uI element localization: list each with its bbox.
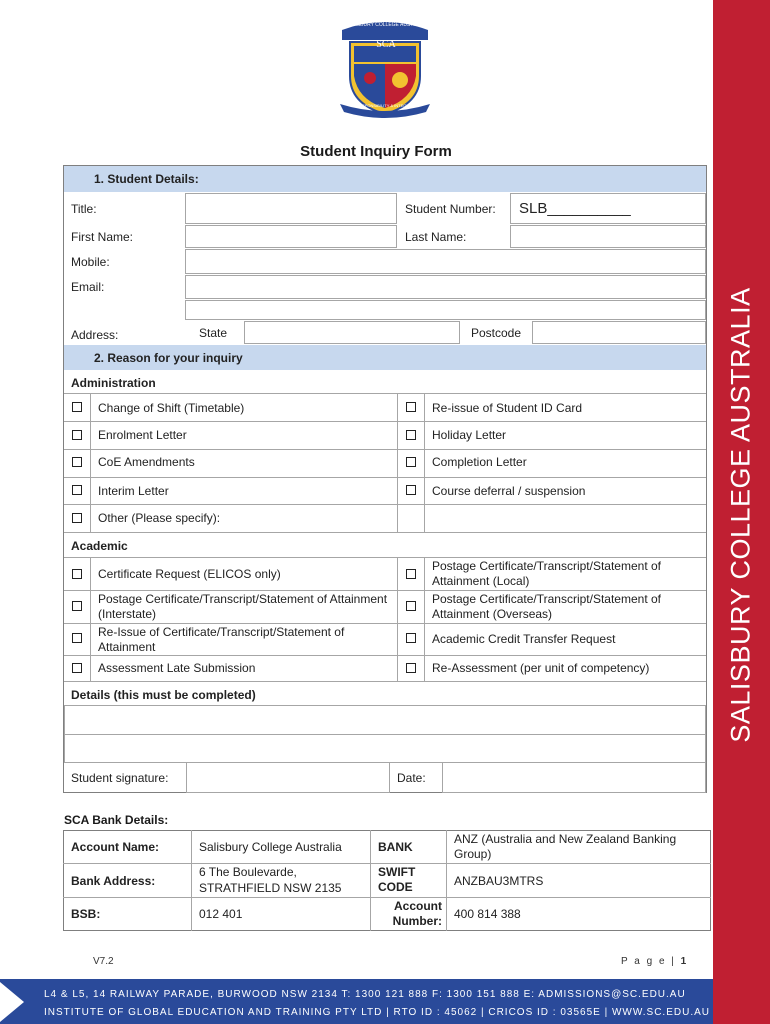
divider — [424, 393, 425, 532]
bank-label: BANK — [378, 840, 413, 854]
bsb-value: 012 401 — [199, 907, 243, 921]
footer-address-line: L4 & L5, 14 RAILWAY PARADE, BURWOOD NSW 2134 T: 1300 121 888 F: 1300 151 888 E: ADMISSIONS@SC.EDU.AU — [44, 989, 686, 1000]
form-title: Student Inquiry Form — [300, 143, 452, 160]
swift-label: SWIFT CODE — [378, 865, 416, 894]
bank-address-line-1: 6 The Boulevarde, — [199, 865, 297, 879]
divider — [64, 590, 706, 591]
email-label: Email: — [71, 280, 105, 294]
divider — [64, 504, 706, 505]
postcode-input[interactable] — [532, 321, 706, 344]
checkbox-postage-local[interactable] — [406, 569, 416, 579]
option-reissue-certificate: Re-Issue of Certificate/Transcript/Statement of Attainment — [98, 625, 345, 654]
date-input[interactable] — [442, 762, 706, 793]
option-completion-letter: Completion Letter — [432, 455, 527, 469]
divider — [64, 655, 706, 656]
last-name-input[interactable] — [510, 225, 706, 248]
option-certificate-request: Certificate Request (ELICOS only) — [98, 567, 281, 581]
divider — [397, 393, 398, 532]
option-reissue-id-card: Re-issue of Student ID Card — [432, 401, 583, 415]
logo-text-center: SCA — [376, 39, 396, 50]
bsb-label: BSB: — [71, 907, 101, 921]
checkbox-interim-letter[interactable] — [72, 485, 82, 495]
divider — [446, 830, 447, 931]
divider — [63, 897, 711, 898]
divider — [64, 477, 706, 478]
checkbox-credit-transfer[interactable] — [406, 633, 416, 643]
option-other: Other (Please specify): — [98, 511, 221, 525]
divider — [397, 557, 398, 681]
academic-heading: Academic — [71, 539, 128, 553]
divider — [63, 863, 711, 864]
option-assessment-late: Assessment Late Submission — [98, 661, 256, 675]
side-college-name: SALISBURY COLLEGE AUSTRALIA — [725, 287, 756, 743]
logo-text-bottom: RESPONSIBILITY & INTEGRITY — [356, 103, 416, 108]
signature-label: Student signature: — [71, 771, 169, 785]
divider — [370, 830, 371, 931]
checkbox-enrolment-letter[interactable] — [72, 430, 82, 440]
bank-address-label: Bank Address: — [71, 873, 156, 888]
option-credit-transfer: Academic Credit Transfer Request — [432, 632, 616, 646]
bank-details-title: SCA Bank Details: — [64, 813, 169, 827]
checkbox-reissue-certificate[interactable] — [72, 633, 82, 643]
checkbox-other[interactable] — [72, 513, 82, 523]
checkbox-change-of-shift[interactable] — [72, 402, 82, 412]
checkbox-assessment-late[interactable] — [72, 663, 82, 673]
email-input[interactable] — [185, 275, 706, 299]
details-input-line-1[interactable] — [64, 705, 706, 735]
details-input-line-2[interactable] — [64, 734, 706, 763]
section-reason: 2. Reason for your inquiry — [64, 345, 706, 370]
student-number-input[interactable]: SLB__________ — [510, 193, 706, 224]
divider — [90, 393, 91, 532]
checkbox-reissue-id-card[interactable] — [406, 402, 416, 412]
postcode-label: Postcode — [471, 326, 522, 340]
option-coe-amendments: CoE Amendments — [98, 455, 195, 469]
mobile-label: Mobile: — [71, 254, 110, 269]
divider — [64, 532, 706, 533]
state-input[interactable] — [244, 321, 460, 344]
account-name-value: Salisbury College Australia — [199, 840, 342, 854]
state-label: State — [199, 326, 228, 340]
section-student-details: 1. Student Details: — [64, 166, 706, 192]
option-postage-overseas: Postage Certificate/Transcript/Statement of Attainment (Overseas) — [432, 592, 661, 621]
first-name-label: First Name: — [71, 229, 134, 244]
checkbox-holiday-letter[interactable] — [406, 430, 416, 440]
title-input[interactable] — [185, 193, 397, 224]
option-reassessment: Re-Assessment (per unit of competency) — [432, 661, 650, 675]
divider — [64, 557, 706, 558]
checkbox-completion-letter[interactable] — [406, 457, 416, 467]
footer-company-line: INSTITUTE OF GLOBAL EDUCATION AND TRAINING PTY LTD | RTO ID : 45062 | CRICOS ID : 03565E | WWW.SC.EDU.AU — [44, 1007, 710, 1018]
option-enrolment-letter: Enrolment Letter — [98, 428, 187, 442]
divider — [64, 681, 706, 682]
page-number-area — [621, 956, 688, 967]
bank-address-line-2: STRATHFIELD NSW 2135 — [199, 881, 342, 895]
admin-heading: Administration — [71, 376, 156, 390]
swift-value: ANZBAU3MTRS — [454, 873, 544, 888]
divider — [64, 393, 706, 394]
option-postage-local: Postage Certificate/Transcript/Statement of Attainment (Local) — [432, 559, 661, 588]
footer-arrow-icon — [0, 982, 26, 1022]
date-label: Date: — [397, 771, 426, 785]
last-name-label: Last Name: — [405, 229, 467, 244]
checkbox-course-deferral[interactable] — [406, 485, 416, 495]
divider — [64, 449, 706, 450]
divider — [424, 557, 425, 681]
details-heading: Details (this must be completed) — [71, 688, 256, 702]
mobile-input[interactable] — [185, 249, 706, 274]
page-number: 1 — [680, 956, 689, 967]
checkbox-postage-overseas[interactable] — [406, 601, 416, 611]
account-number-value: 400 814 388 — [454, 907, 521, 921]
address-input[interactable] — [185, 300, 706, 320]
option-interim-letter: Interim Letter — [98, 484, 169, 498]
checkbox-coe-amendments[interactable] — [72, 457, 82, 467]
checkbox-certificate-request[interactable] — [72, 569, 82, 579]
logo-text-top: SALISBURY COLLEGE AUSTRALIA — [346, 22, 428, 28]
divider — [90, 557, 91, 681]
account-number-label: Account Number: — [392, 899, 442, 928]
option-change-of-shift: Change of Shift (Timetable) — [98, 401, 245, 415]
student-number-label: Student Number: — [405, 201, 496, 216]
account-name-label: Account Name: — [71, 840, 160, 854]
page-label: P a g e | — [621, 956, 676, 967]
version-label: V7.2 — [93, 956, 114, 967]
option-holiday-letter: Holiday Letter — [432, 428, 507, 442]
divider — [64, 421, 706, 422]
checkbox-postage-interstate[interactable] — [72, 601, 82, 611]
bank-value: ANZ (Australia and New Zealand Banking Group) — [454, 832, 677, 861]
address-label: Address: — [71, 328, 119, 342]
option-course-deferral: Course deferral / suspension — [432, 484, 586, 498]
divider — [191, 830, 192, 931]
option-postage-interstate: Postage Certificate/Transcript/Statement of Attainment (Interstate) — [98, 592, 388, 621]
checkbox-reassessment[interactable] — [406, 663, 416, 673]
title-label: Title: — [71, 201, 97, 216]
signature-input[interactable] — [186, 762, 390, 793]
first-name-input[interactable] — [185, 225, 397, 248]
divider — [64, 623, 706, 624]
